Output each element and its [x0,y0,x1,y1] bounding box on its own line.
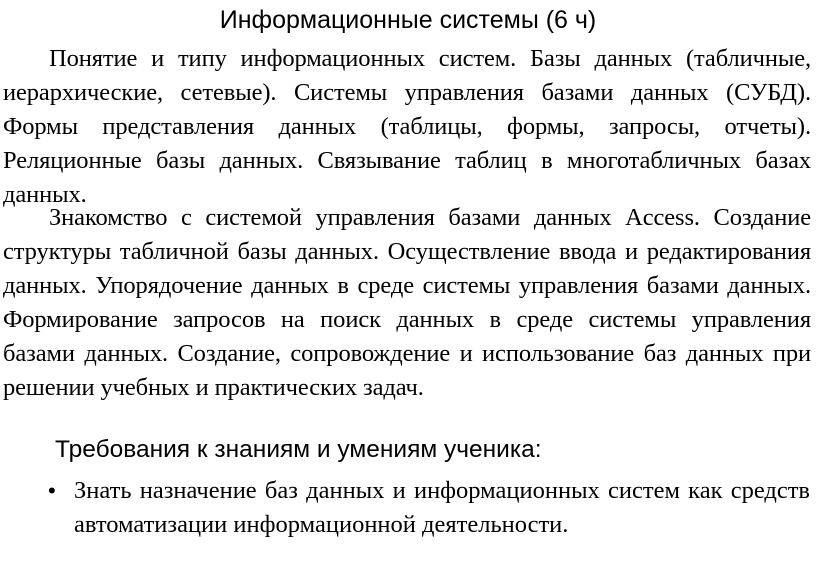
paragraph-theory: Понятие и типу информационных систем. Базы данных (табличные, иерархические, сетевые). Системы управления базами данных (СУБД). Формы представления данных (таблицы, формы, запросы, отчеты). Реляционные базы данных. Связывание таблиц в многотабличных базах данных. [3,45,811,208]
section-title: Информационные системы (6 ч) [219,6,597,34]
paragraph-practice: Знакомство с системой управления базами данных Access. Создание структуры табличной базы данных. Осуществление ввода и редактирования данных. Упорядочение данных в среде системы управления базами данных. Формирование запросов на поиск данных в среде системы управления базами данных. Создание, сопровождение и использование баз данных при решении учебных и практических задач. [3,204,811,401]
requirements-list [0,474,816,542]
list-item [0,474,816,542]
bullet-icon: • [48,478,56,503]
requirements-heading: Требования к знаниям и умениям ученика: [55,436,542,463]
list-item-text: Знать назначение баз данных и информационных систем как средств автоматизации информационной деятельности. [74,477,810,538]
